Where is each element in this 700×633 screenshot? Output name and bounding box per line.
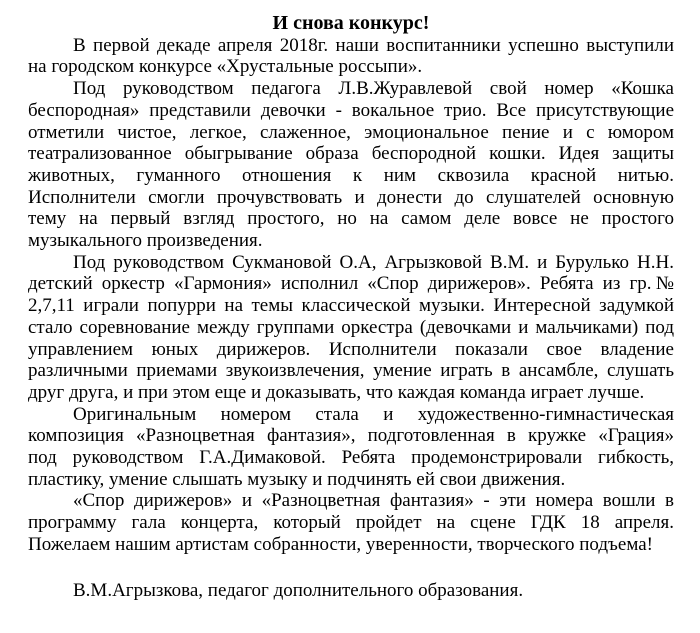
paragraph-3-line-2: детский оркестр «Гармония» исполнил «Спор дирижеров». Ребята из гр.№: [28, 273, 674, 295]
document-body: [28, 35, 674, 556]
paragraph-3-line-5: управлением юных дирижеров. Исполнители показали свое владение: [28, 338, 674, 360]
paragraph-2-line-2: беспородная» представили девочки - вокальное трио. Все присутствующие: [28, 99, 674, 121]
paragraph-5-line-2: программу гала концерта, который пройдет на сцене ГДК 18 апреля.: [28, 512, 674, 534]
paragraph-2-line-4: театрализованное обыгрывание образа беспородной кошки. Идея защиты: [28, 143, 674, 165]
paragraph-2-line-6: Исполнители смогли прочувствовать и донести до слушателей основную: [28, 186, 674, 208]
paragraph-5-line-1: «Спор дирижеров» и «Разноцветная фантазия» - эти номера вошли в: [73, 490, 674, 512]
paragraph-3-line-3: 2,7,11 играли попурри на темы классической музыки. Интересной задумкой: [28, 295, 674, 317]
paragraph-2-line-7: тему на первый взгляд простого, но на самом деле вовсе не простого: [28, 208, 674, 230]
paragraph-1-line-1: В первой декаде апреля 2018г. наши воспитанники успешно выступили: [73, 34, 674, 56]
paragraph-2-line-5: животных, гуманного отношения к ним сквозила красной нитью.: [28, 164, 674, 186]
paragraph-3-line-4: стало соревнование между группами оркестра (девочками и мальчиками) под: [28, 316, 674, 338]
paragraph-3-line-6: различными приемами звукоизвлечения, умение играть в ансамбле, слушать: [28, 360, 674, 382]
document-title: И снова конкурс!: [272, 12, 430, 34]
paragraph-5-line-3: Пожелаем нашим артистам собранности, уверенности, творческого подъема!: [28, 533, 653, 555]
paragraph-3-line-7: друг друга, и при этом еще и доказывать, что каждая команда играет лучше.: [28, 381, 645, 403]
paragraph-4-line-4: пластику, умение слышать музыку и подчинять ей свои движения.: [28, 468, 566, 490]
blank-line: [28, 556, 674, 580]
paragraph-2-line-3: отметили чистое, легкое, слаженное, эмоциональное пение и с юмором: [28, 121, 674, 143]
paragraph-3-line-1: Под руководством Сукмановой О.А, Агрызковой В.М. и Бурулько Н.Н.: [73, 251, 674, 273]
paragraph-1-line-2: на городском конкурсе «Хрустальные россыпи».: [28, 56, 423, 78]
paragraph-4-line-1: Оригинальным номером стала и художественно-гимнастическая: [73, 403, 674, 425]
paragraph-2-line-8: музыкального произведения.: [28, 230, 263, 252]
paragraph-4-line-3: под руководством Г.А.Димаковой. Ребята продемонстрировали гибкость,: [28, 447, 674, 469]
paragraph-2-line-1: Под руководством педагога Л.В.Журавлевой свой номер «Кошка: [73, 78, 674, 100]
paragraph-4-line-2: композиция «Разноцветная фантазия», подготовленная в кружке «Грация»: [28, 425, 674, 447]
signature-line: В.М.Агрызкова, педагог дополнительного образования.: [73, 579, 524, 601]
